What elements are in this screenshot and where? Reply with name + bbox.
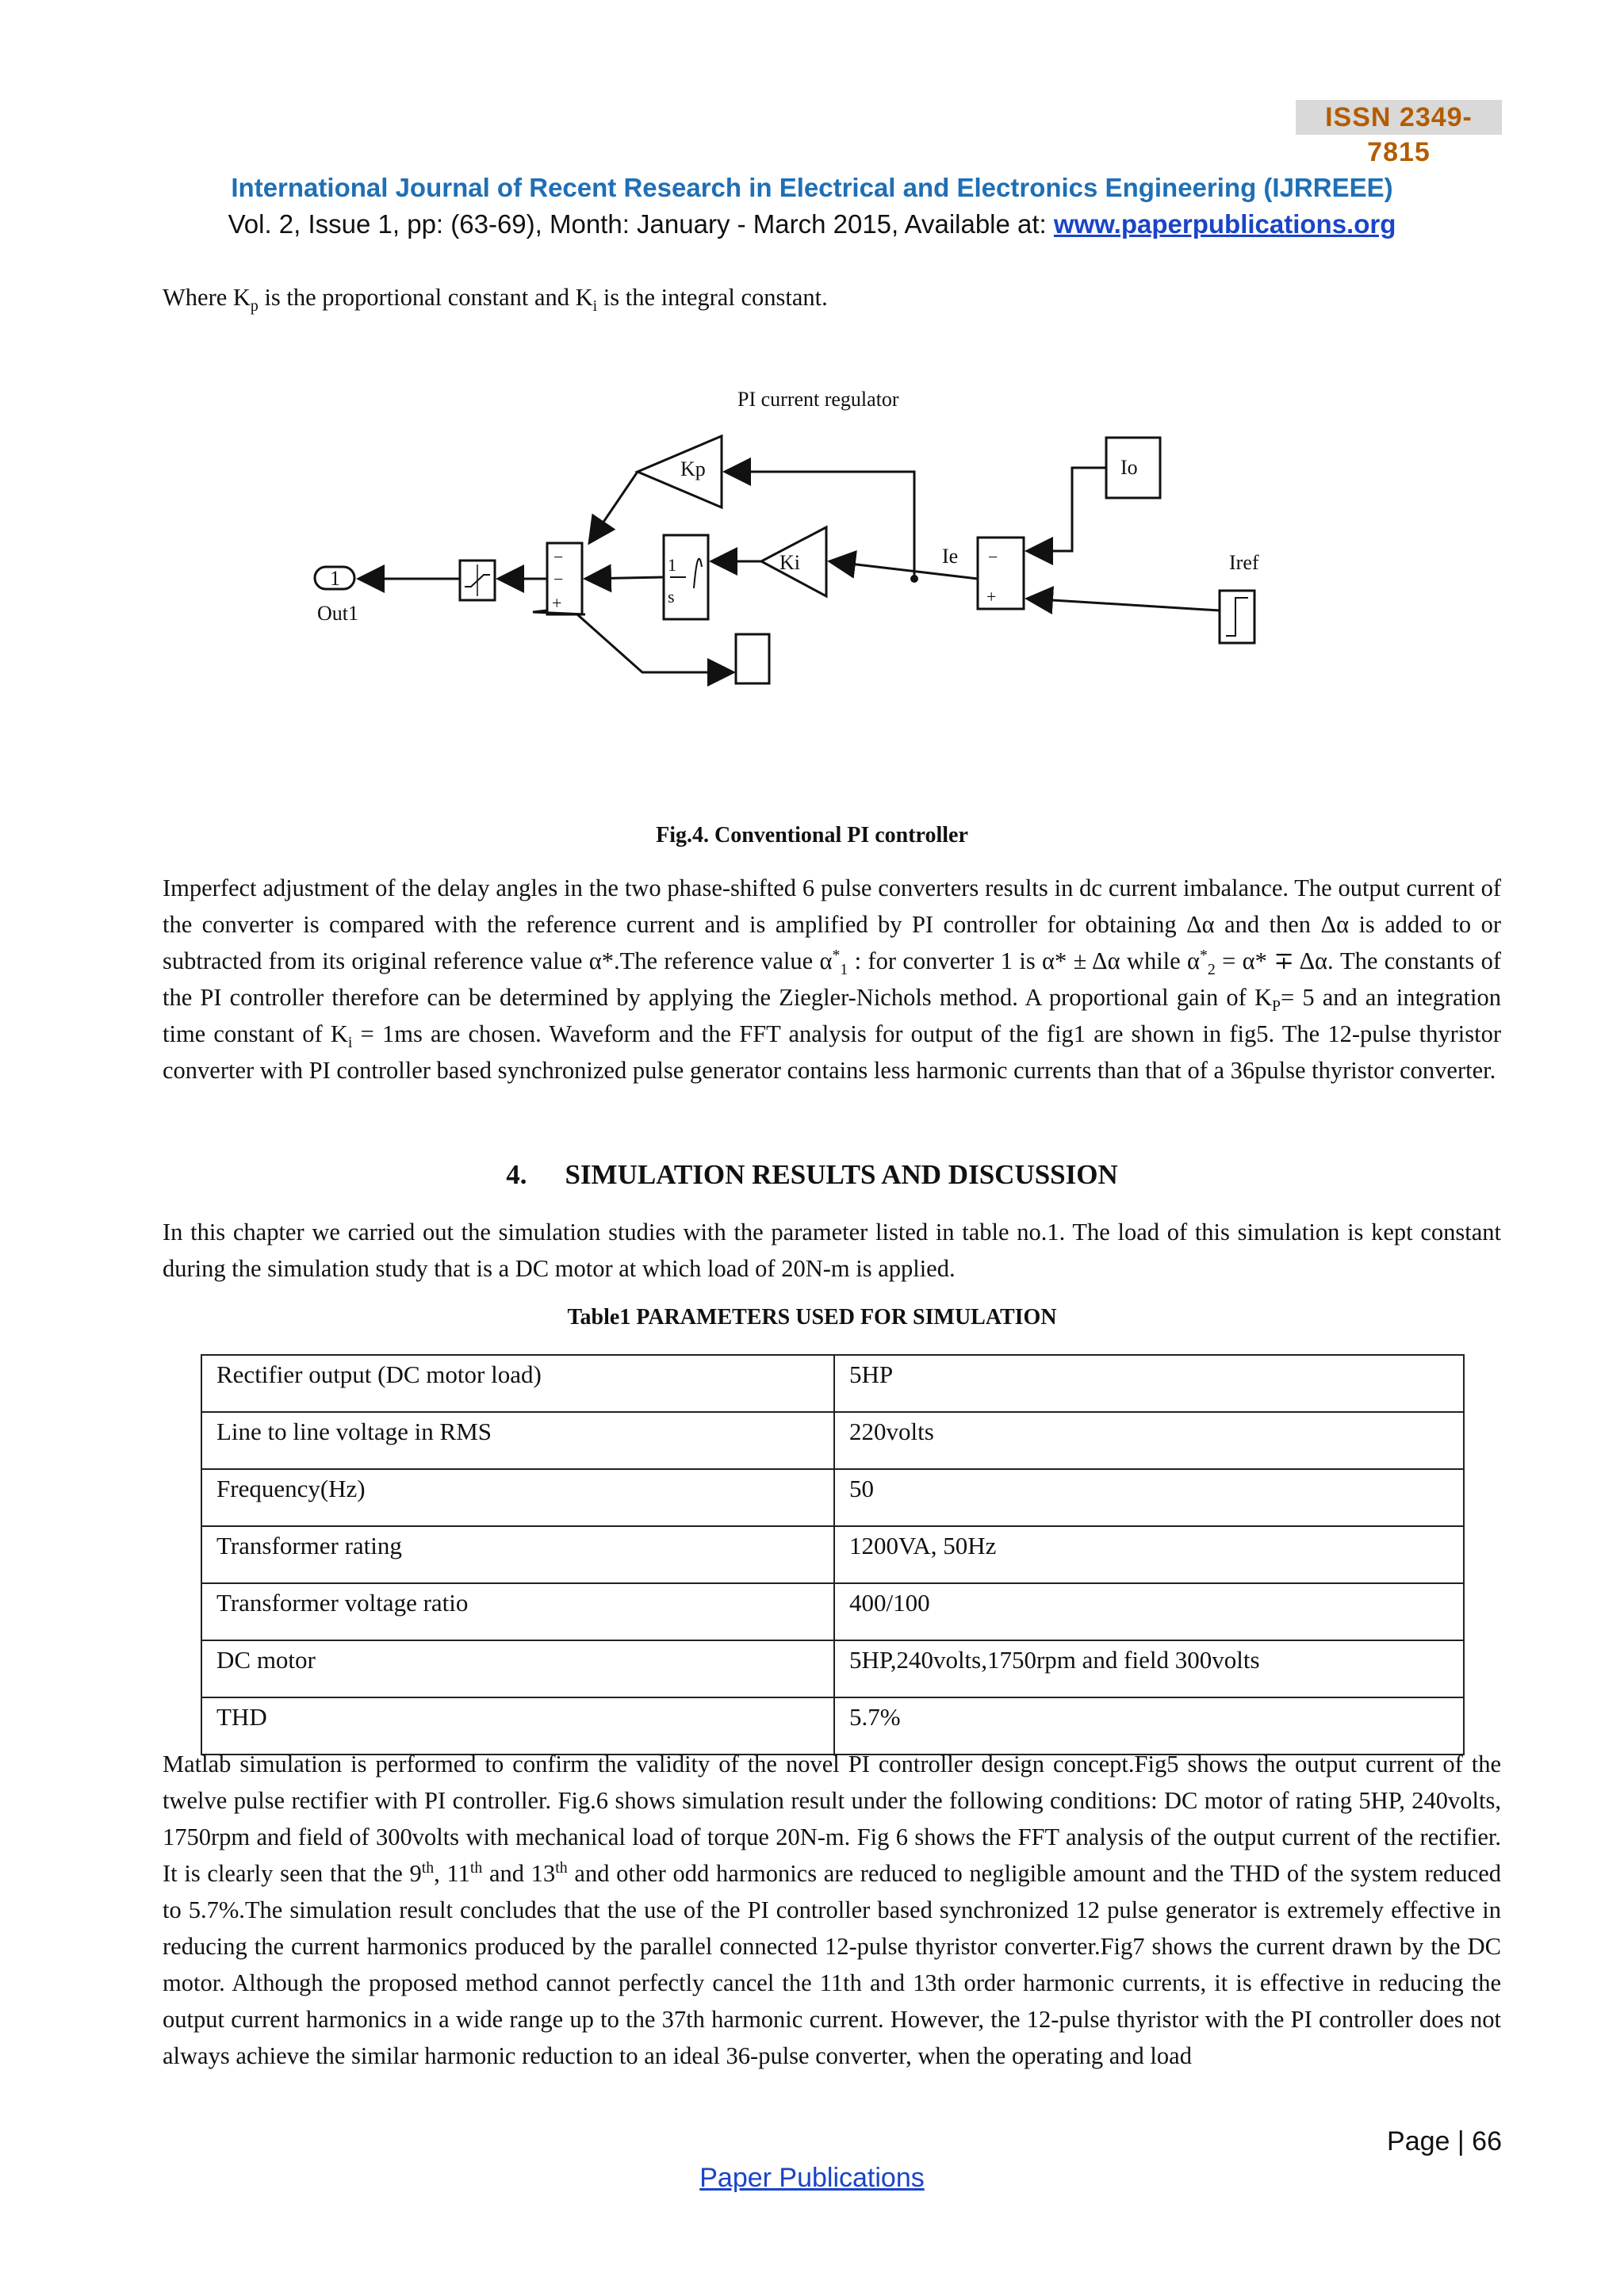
journal-website-link[interactable]: www.paperpublications.org bbox=[1053, 209, 1396, 239]
intro-text-2: is the proportional constant and K bbox=[258, 284, 593, 311]
para3-text-b: , 11 bbox=[434, 1860, 470, 1887]
intro-text-3: is the integral constant. bbox=[597, 284, 828, 311]
sum1-plus-sign: + bbox=[552, 593, 562, 613]
section-heading bbox=[0, 1159, 1624, 1191]
parameters-table bbox=[201, 1354, 1465, 1755]
param-value: 1200VA, 50Hz bbox=[834, 1526, 1464, 1583]
figure-caption: Fig.4. Conventional PI controller bbox=[656, 823, 968, 848]
para1-sup-a: * bbox=[832, 946, 841, 964]
integrator-numerator: 1 bbox=[668, 555, 676, 575]
para3-sup-2: th bbox=[469, 1858, 483, 1877]
para3-text-c: and 13 bbox=[482, 1860, 556, 1887]
kp-label: Kp bbox=[680, 457, 706, 480]
kp-gain-block bbox=[638, 436, 722, 507]
out1-label: Out1 bbox=[317, 602, 358, 625]
sum-block-2 bbox=[978, 538, 1024, 609]
param-name: Rectifier output (DC motor load) bbox=[201, 1355, 834, 1412]
para3-sup-3: th bbox=[555, 1858, 568, 1877]
table-row bbox=[201, 1469, 1464, 1526]
pi-controller-diagram bbox=[301, 373, 1293, 706]
intro-sentence bbox=[163, 279, 1501, 316]
table-row bbox=[201, 1526, 1464, 1583]
param-value: 400/100 bbox=[834, 1583, 1464, 1640]
paragraph-simulation-intro: In this chapter we carried out the simulation studies with the parameter listed in table no.1. The load of this simulation is kept constant during the simulation study that is a DC motor at which load of 20N-m is applied. bbox=[163, 1219, 1501, 1282]
section-title: SIMULATION RESULTS AND DISCUSSION bbox=[565, 1159, 1118, 1190]
io-label: Io bbox=[1120, 456, 1138, 479]
section-number: 4. bbox=[506, 1159, 527, 1190]
param-value: 5.7% bbox=[834, 1697, 1464, 1755]
param-name: Line to line voltage in RMS bbox=[201, 1412, 834, 1469]
volume-text: Vol. 2, Issue 1, pp: (63-69), Month: January - March 2015, Available at: bbox=[228, 209, 1054, 239]
para1-sub-a: 1 bbox=[840, 961, 848, 979]
sum1-minus-sign: − bbox=[553, 547, 564, 567]
page-number: Page | 66 bbox=[1387, 2126, 1502, 2156]
para3-sup-1: th bbox=[421, 1858, 435, 1877]
integrator-denominator: s bbox=[668, 587, 675, 607]
issn-badge: ISSN 2349-7815 bbox=[1296, 100, 1502, 135]
scope-block bbox=[736, 634, 769, 683]
out1-number: 1 bbox=[330, 567, 340, 590]
ki-label: Ki bbox=[779, 551, 800, 574]
table-row bbox=[201, 1412, 1464, 1469]
para1-sub-b: 2 bbox=[1207, 961, 1216, 979]
intro-sub-p: p bbox=[250, 297, 259, 316]
para1-sub-d: i bbox=[347, 1034, 353, 1052]
sum2-minus-sign: − bbox=[988, 547, 998, 567]
param-name: THD bbox=[201, 1697, 834, 1755]
figure-title: PI current regulator bbox=[737, 388, 899, 411]
table-row bbox=[201, 1355, 1464, 1412]
paragraph-simulation-results bbox=[163, 1746, 1501, 2074]
param-value: 50 bbox=[834, 1469, 1464, 1526]
para3-text-a: Matlab simulation is performed to confirm the validity of the novel PI controller design concept.Fig5 shows the output current of the twelve pulse rectifier with PI controller. Fig.6 shows simulation result under the following conditions: DC motor of rating 5HP, 240volts, 1750rpm and field of 300volts with mechanical load of torque 20N-m. Fig 6 shows the FFT analysis of the output current of the rectifier. It is clearly seen that the 9 bbox=[163, 1751, 1501, 1887]
paragraph-pi-adjustment bbox=[163, 870, 1501, 1089]
sum2-plus-sign: + bbox=[986, 587, 997, 607]
para1-text-d: = 5 and an integration time constant of K bbox=[163, 984, 1501, 1047]
iref-label: Iref bbox=[1229, 551, 1259, 574]
param-value: 5HP,240volts,1750rpm and field 300volts bbox=[834, 1640, 1464, 1697]
para1-text-e: = 1ms are chosen. Waveform and the FFT analysis for output of the fig1 are shown in fig5. The 12-pulse thyristor converter with PI controller based synchronized pulse generator contains less harmonic currents than that of a 36pulse thyristor converter. bbox=[163, 1020, 1501, 1084]
intro-sub-i: i bbox=[592, 297, 598, 316]
sum1-minus-sign-2: − bbox=[553, 569, 564, 589]
para1-sup-b: * bbox=[1200, 946, 1208, 964]
param-value: 220volts bbox=[834, 1412, 1464, 1469]
table-row bbox=[201, 1583, 1464, 1640]
para1-text-a: Imperfect adjustment of the delay angles in the two phase-shifted 6 pulse converters results in dc current imbalance. The output current of the converter is compared with the reference current and is amplified by PI controller for obtaining Δα and then Δα is added to or subtracted from its original reference value α*.The reference value α bbox=[163, 874, 1501, 974]
para1-sub-c: P bbox=[1272, 997, 1281, 1016]
param-name: Transformer voltage ratio bbox=[201, 1583, 834, 1640]
param-name: Transformer rating bbox=[201, 1526, 834, 1583]
intro-text-1: Where K bbox=[163, 284, 251, 311]
journal-title: International Journal of Recent Research in Electrical and Electronics Engineering (IJRREEE) bbox=[231, 173, 1393, 202]
publisher-link[interactable]: Paper Publications bbox=[699, 2163, 925, 2193]
param-name: DC motor bbox=[201, 1640, 834, 1697]
para1-text-b: : for converter 1 is α* ± Δα while α bbox=[848, 947, 1200, 974]
para3-text-d: and other odd harmonics are reduced to negligible amount and the THD of the system reduced to 5.7%.The simulation result concludes that the use of the PI controller based synchronized 12 pulse generator is extremely effective in reducing the current harmonics produced by the parallel connected 12-pulse thyristor converter.Fig7 shows the current drawn by the DC motor. Although the proposed method cannot perfectly cancel the 11th and 13th order harmonic currents, it is effective in reducing the output current harmonics in a wide range up to the 37th harmonic current. However, the 12-pulse thyristor with the PI controller does not always achieve the similar harmonic reduction to an ideal 36-pulse converter, when the operating and load bbox=[163, 1860, 1501, 2069]
ie-label: Ie bbox=[942, 545, 959, 568]
param-value: 5HP bbox=[834, 1355, 1464, 1412]
volume-line bbox=[0, 209, 1624, 239]
para1-text-c: = α* ∓ Δα. The constants of the PI controller therefore can be determined by applying the Ziegler-Nichols method. A proportional gain of K bbox=[163, 947, 1501, 1011]
table-row bbox=[201, 1640, 1464, 1697]
param-name: Frequency(Hz) bbox=[201, 1469, 834, 1526]
table-caption: Table1 PARAMETERS USED FOR SIMULATION bbox=[567, 1305, 1057, 1330]
